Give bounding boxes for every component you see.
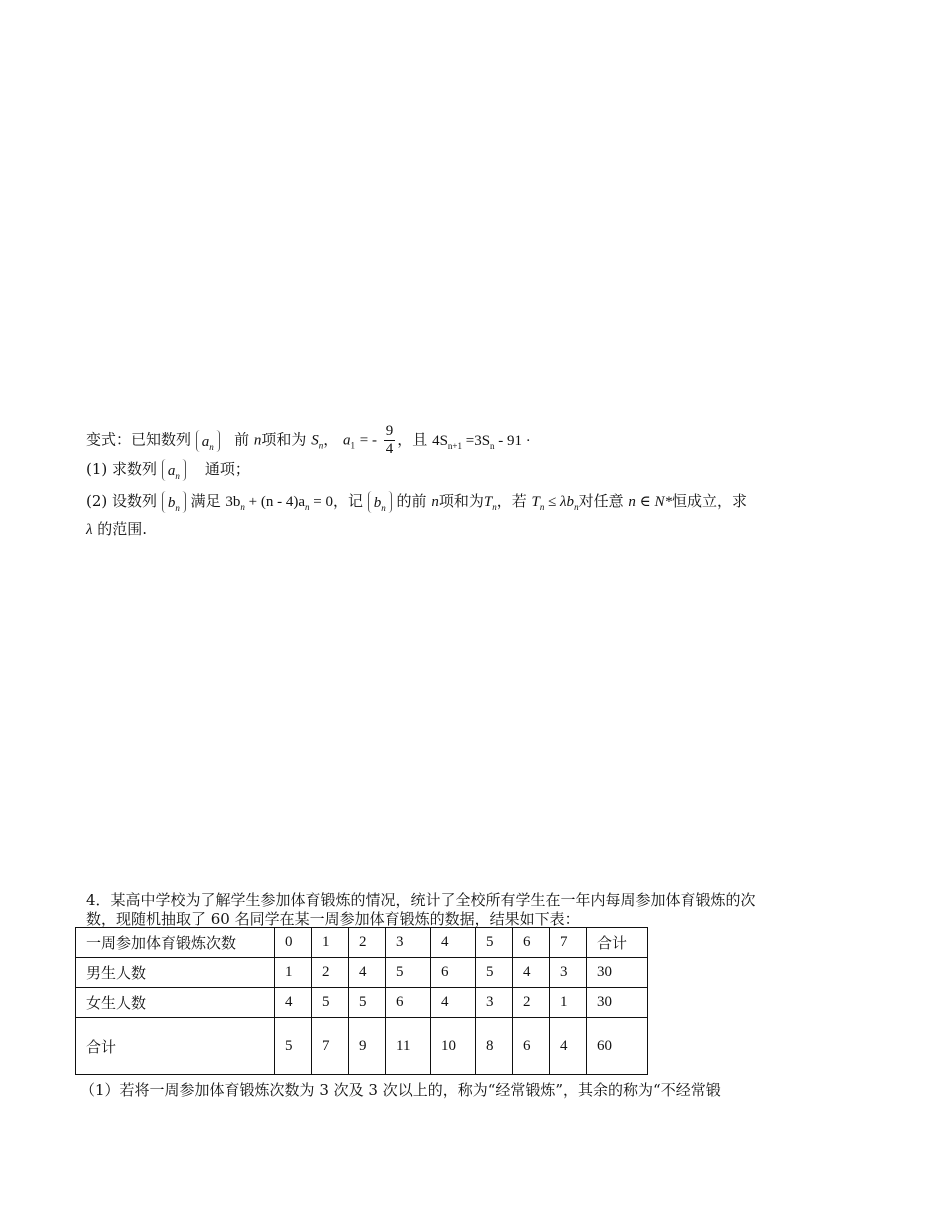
if-text: ，若 — [496, 492, 527, 510]
table-cell: 合计 — [76, 1018, 275, 1075]
end-text: 恒成立，求 — [671, 492, 747, 510]
fraction: $\frac{9}{4}$ — [385, 423, 394, 457]
table-cell: 30 — [587, 958, 648, 988]
table-cell: 2 — [312, 958, 349, 988]
part1-text: (1) 求数列 — [86, 460, 158, 478]
holds-text: 对任意 — [578, 492, 624, 510]
table-cell: 5 — [312, 988, 349, 1018]
table-cell: 9 — [349, 1018, 386, 1075]
problem4-line2: 数，现随机抽取了 60 名同学在某一周参加体育锻炼的数据，结果如下表： — [86, 910, 580, 928]
table-cell: 6 — [513, 1018, 550, 1075]
sequence-b-brace-2: $b_n$ — [368, 491, 392, 513]
table-cell: 男生人数 — [76, 958, 275, 988]
sequence-a-brace: $a_n$ — [196, 430, 220, 452]
table-cell: 4 — [513, 958, 550, 988]
table-cell: 0 — [275, 928, 312, 958]
prefix-text-2: 项和为 — [261, 430, 307, 449]
table-cell: 5 — [476, 928, 513, 958]
table-header-row — [76, 928, 648, 958]
part2 — [86, 491, 747, 517]
S-symbol: S — [311, 432, 319, 449]
table-row — [76, 958, 648, 988]
table-cell: 4 — [431, 928, 476, 958]
a1-sub: 1 — [350, 440, 355, 451]
part2-line2 — [86, 519, 147, 540]
table-cell: 5 — [386, 958, 431, 988]
inequality: $T_n \le \lambda b_n$ — [531, 494, 579, 512]
table-cell: 3 — [476, 988, 513, 1018]
table-cell: 1 — [275, 958, 312, 988]
table-cell: 2 — [513, 988, 550, 1018]
recurrence: $4S_{n+1} =3S_n - 91$ · — [432, 432, 531, 451]
part1-tail: 通项； — [204, 460, 250, 478]
table-cell: 60 — [587, 1018, 648, 1075]
prefix-text: 前 — [234, 430, 250, 449]
T-symbol: T — [483, 494, 493, 510]
part2-text: (2) 设数列 — [86, 492, 158, 510]
table-cell: 7 — [550, 928, 587, 958]
exercise-table — [75, 927, 648, 1075]
and-text: ，且 — [397, 430, 428, 449]
variant-label: 变式：已知数列 — [86, 430, 192, 449]
table-row — [76, 988, 648, 1018]
sum-text: 项和为 — [438, 492, 484, 510]
T-sub: n — [492, 502, 497, 512]
table-cell: 10 — [431, 1018, 476, 1075]
lambda-symbol: λ — [86, 522, 93, 538]
table-cell: 6 — [386, 988, 431, 1018]
a1-symbol: a — [342, 432, 351, 449]
table-cell: 11 — [386, 1018, 431, 1075]
n-var-2: n — [431, 494, 439, 510]
table-cell: 1 — [312, 928, 349, 958]
table-cell: 5 — [349, 988, 386, 1018]
a1-eq: = - — [359, 432, 377, 449]
sequence-b-brace: $b_n$ — [162, 491, 186, 513]
variant-statement: 变式：已知数列 $a_n$ 前 n项和为 $S_n$， $a_1$ = - $\frac{9}{4}$ ，且 $4S_{n+1} =3S_n - 91$ · — [86, 423, 531, 457]
table-cell: 合计 — [587, 928, 648, 958]
problem4-line1: 4．某高中学校为了解学生参加体育锻炼的情况，统计了全校所有学生在一年内每周参加体育锻炼的次 — [86, 891, 756, 909]
table-cell: 6 — [431, 958, 476, 988]
n-in-N: n ∈ N* — [628, 494, 672, 510]
table-cell: 2 — [349, 928, 386, 958]
n-var: n — [253, 432, 262, 449]
S-sub: n — [318, 440, 324, 451]
table-cell: 4 — [275, 988, 312, 1018]
table-row — [76, 1018, 648, 1075]
table-cell: 3 — [550, 958, 587, 988]
front-text: 的前 — [396, 492, 427, 510]
table-cell: 5 — [275, 1018, 312, 1075]
table-cell: 6 — [513, 928, 550, 958]
table-cell: 4 — [550, 1018, 587, 1075]
table-cell: 4 — [431, 988, 476, 1018]
problem4-footer: （1）若将一周参加体育锻炼次数为 3 次及 3 次以上的，称为“经常锻炼”，其余的称为“不经常锻 — [80, 1081, 721, 1099]
table-cell: 1 — [550, 988, 587, 1018]
table-cell: 3 — [386, 928, 431, 958]
table-cell: 4 — [349, 958, 386, 988]
lambda-tail: 的范围. — [97, 520, 148, 538]
condition: $3b_n + (n - 4)a_n = 0$，记 — [225, 494, 363, 512]
sequence-a-brace-2: $a_n$ — [162, 459, 186, 481]
cond-text: 满足 — [190, 492, 221, 510]
table-cell: 一周参加体育锻炼次数 — [76, 928, 275, 958]
table-cell: 女生人数 — [76, 988, 275, 1018]
part1 — [86, 459, 250, 481]
table-cell: 8 — [476, 1018, 513, 1075]
table-cell: 5 — [476, 958, 513, 988]
table-cell: 30 — [587, 988, 648, 1018]
table-cell: 7 — [312, 1018, 349, 1075]
